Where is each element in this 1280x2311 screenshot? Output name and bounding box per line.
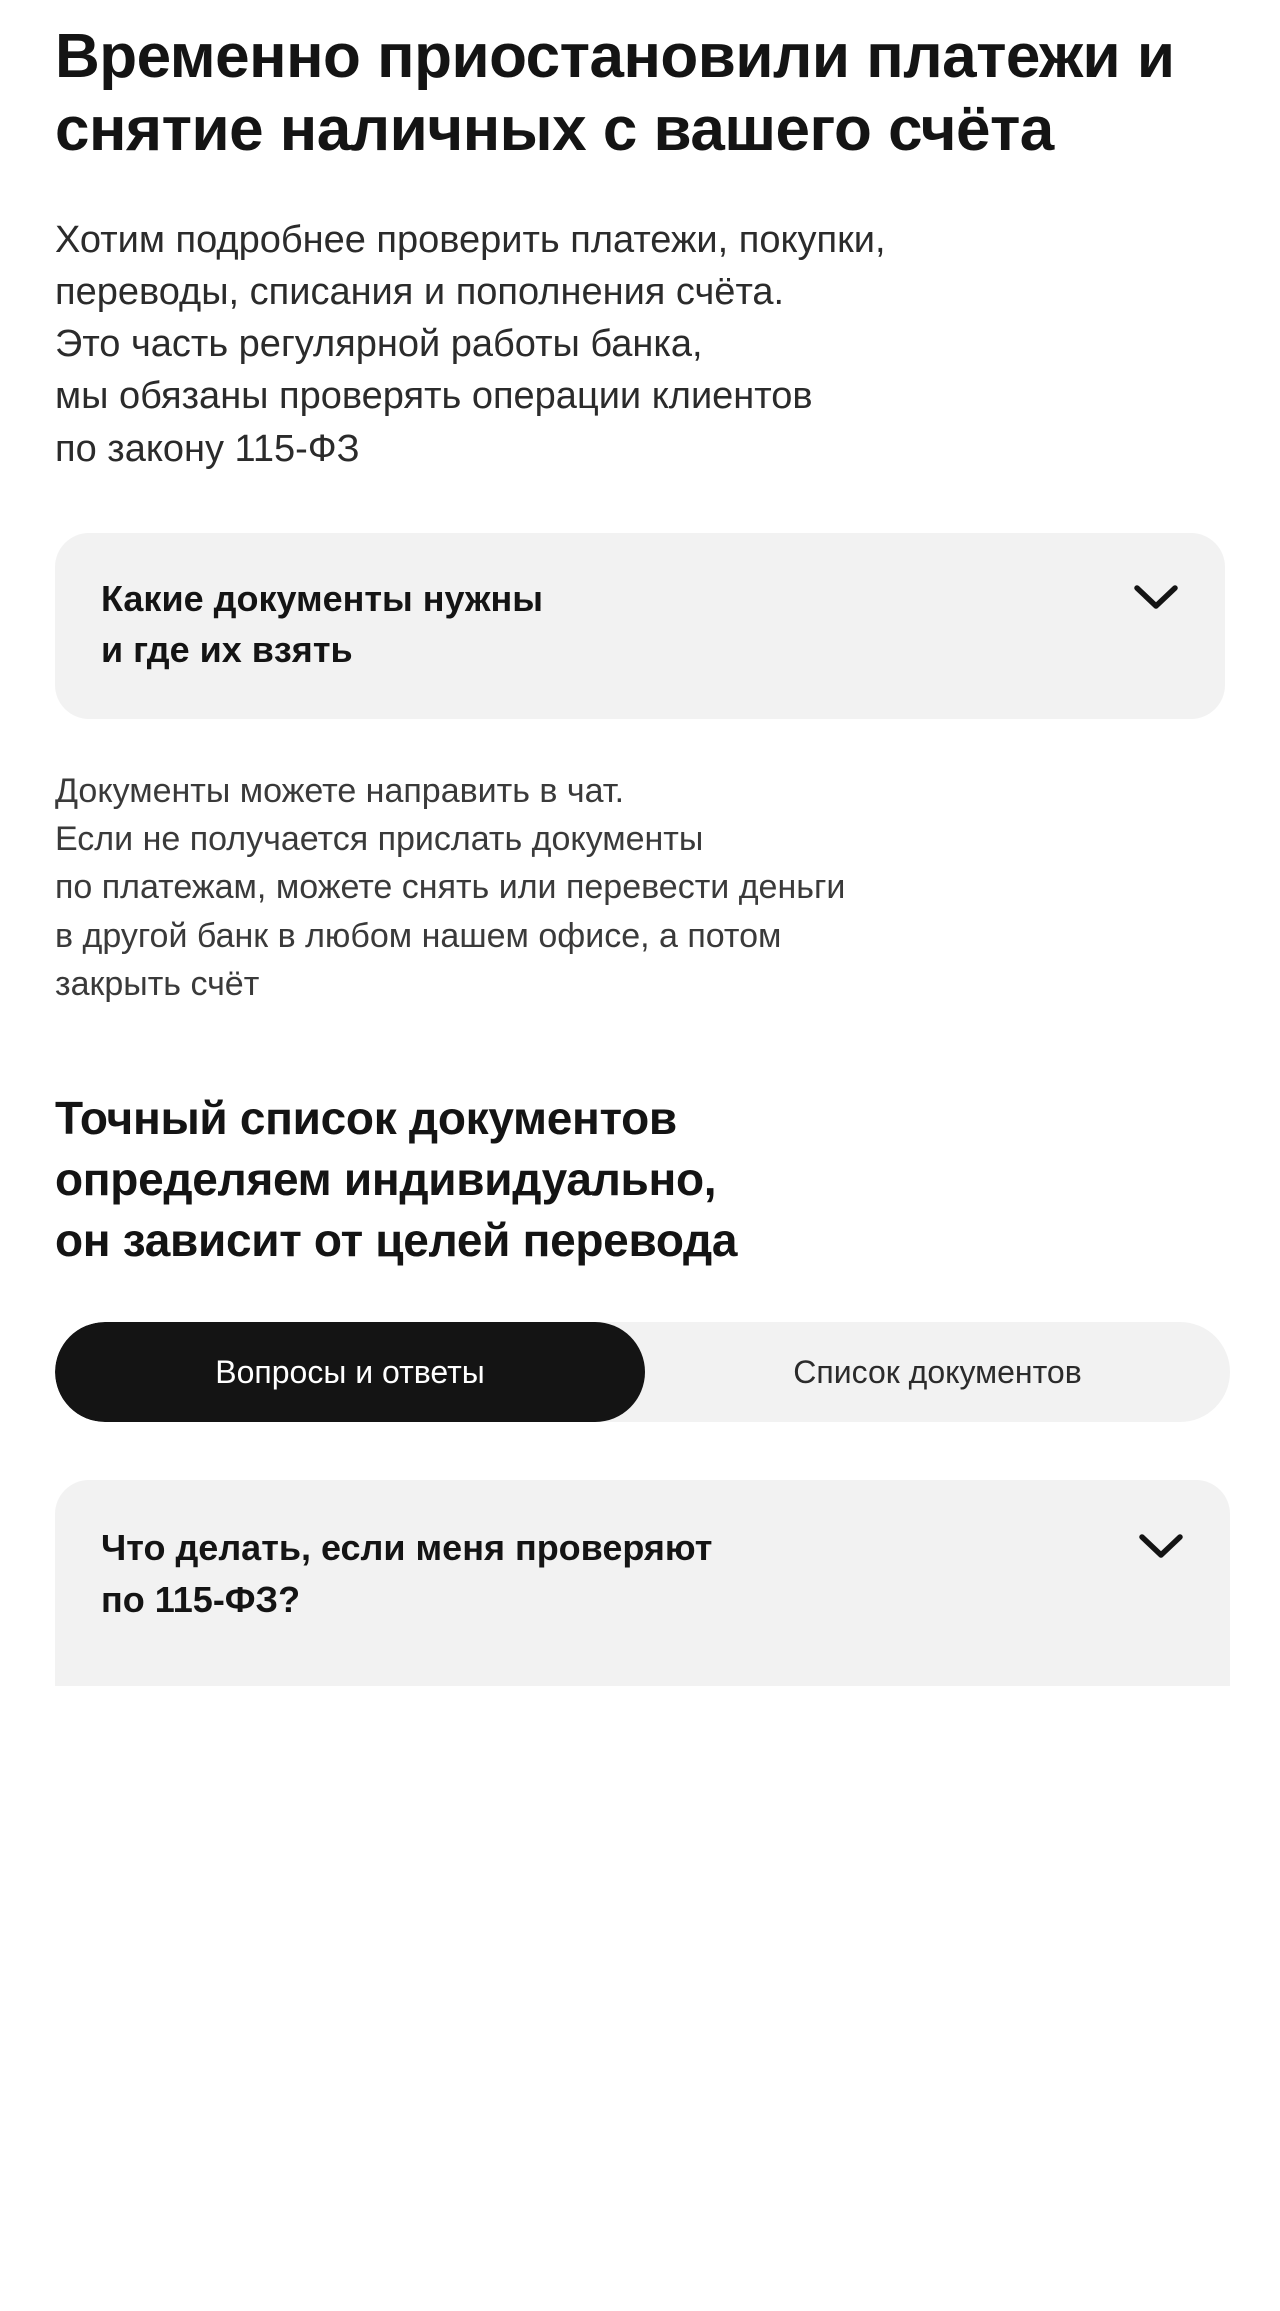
tab-bar xyxy=(55,1322,1230,1422)
page-title-line: платежи и снятие наличных xyxy=(55,22,1175,165)
section-heading-line: он зависит от целей перевода xyxy=(55,1213,738,1266)
intro-line: переводы, списания и пополнения счёта. xyxy=(55,271,785,314)
section-heading-line: Точный список документов xyxy=(55,1092,677,1145)
page-title-line: Временно приостановили xyxy=(55,22,850,91)
accordion-title xyxy=(101,573,543,675)
chevron-down-icon[interactable] xyxy=(1133,583,1179,611)
documents-note xyxy=(55,767,1225,1008)
tab-documents-list[interactable]: Список документов xyxy=(793,1353,1082,1390)
intro-line: Хотим подробнее проверить платежи, покупки, xyxy=(55,219,886,262)
faq-item-title-line: по 115-ФЗ? xyxy=(101,1579,301,1621)
note-line: по платежам, можете снять или перевести деньги xyxy=(55,868,846,907)
intro-line: Это часть регулярной работы банка, xyxy=(55,323,703,366)
tab-questions-and-answers[interactable]: Вопросы и ответы xyxy=(55,1322,645,1422)
intro-paragraph xyxy=(55,214,1225,474)
note-line: в другой банк в любом нашем офисе, а потом xyxy=(55,916,782,955)
note-line: закрыть счёт xyxy=(55,964,260,1003)
note-line: Документы можете направить в чат. xyxy=(55,771,625,810)
chevron-down-icon[interactable] xyxy=(1138,1532,1184,1560)
page-title xyxy=(55,20,1225,166)
accordion-required-documents[interactable] xyxy=(55,533,1225,719)
faq-item-title-line: Что делать, если меня проверяют xyxy=(101,1527,713,1569)
accordion-title-line: и где их взять xyxy=(101,628,353,670)
section-heading-line: определяем индивидуально, xyxy=(55,1152,717,1205)
faq-item-title xyxy=(101,1522,712,1626)
faq-item-115fz[interactable] xyxy=(55,1480,1230,1686)
section-heading xyxy=(55,1088,1225,1270)
note-line: Если не получается прислать документы xyxy=(55,820,704,859)
intro-line: по закону 115-ФЗ xyxy=(55,427,360,470)
accordion-title-line: Какие документы нужны xyxy=(101,577,544,619)
page-title-line: с вашего счёта xyxy=(602,95,1054,165)
intro-line: мы обязаны проверять операции клиентов xyxy=(55,375,813,418)
